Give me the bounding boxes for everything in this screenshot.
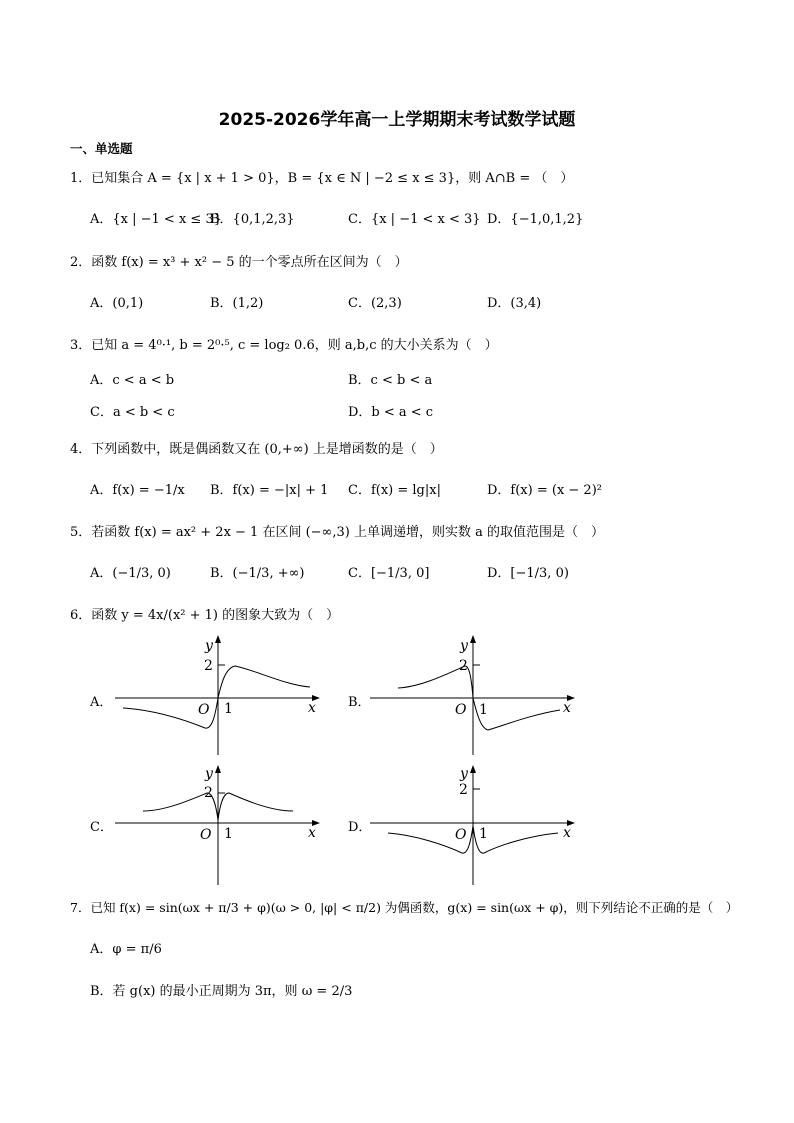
graph-b-y-label: y bbox=[460, 638, 468, 654]
q5-option-c: C．[−1/3, 0] bbox=[348, 566, 430, 581]
graph-a-x-label: x bbox=[308, 700, 316, 716]
q1-option-c: C．{x | −1 < x < 3} bbox=[348, 212, 481, 227]
graph-a-tick-1: 1 bbox=[224, 701, 233, 717]
question-2-stem: 2．函数 f(x) = x³ + x² − 5 的一个零点所在区间为（ ） bbox=[70, 255, 408, 270]
question-4-stem: 4．下列函数中，既是偶函数又在 (0,+∞) 上是增函数的是（ ） bbox=[70, 442, 443, 457]
q1-option-d: D．{−1,0,1,2} bbox=[487, 212, 584, 227]
q2-option-c: C．(2,3) bbox=[348, 296, 402, 311]
section-heading: 一、单选题 bbox=[70, 141, 133, 156]
graph-c-tick-2: 2 bbox=[204, 785, 213, 801]
page-title: 2025-2026学年高一上学期期末考试数学试题 bbox=[218, 110, 576, 130]
graph-b-tick-2: 2 bbox=[459, 658, 468, 674]
q4-option-a: A．f(x) = −1/x bbox=[90, 483, 185, 498]
q6-option-d: D． bbox=[348, 820, 372, 835]
question-5-stem: 5．若函数 f(x) = ax² + 2x − 1 在区间 (−∞,3) 上单调递增，则实数 a 的取值范围是（ ） bbox=[70, 525, 605, 540]
q6-option-c: C． bbox=[90, 820, 113, 835]
graph-c-tick-1: 1 bbox=[224, 826, 233, 842]
graph-b bbox=[370, 630, 580, 760]
question-6-stem: 6．函数 y = 4x/(x² + 1) 的图象大致为（ ） bbox=[70, 608, 340, 623]
graph-b-tick-1: 1 bbox=[479, 702, 488, 718]
question-1-stem: 1．已知集合 A = {x | x + 1 > 0}，B = {x ∈ N | −2 ≤ x ≤ 3}，则 A∩B = （ ） bbox=[70, 171, 574, 186]
q2-option-a: A．(0,1) bbox=[90, 296, 144, 311]
q1-option-b: B．{0,1,2,3} bbox=[210, 212, 295, 227]
graph-b-x-label: x bbox=[563, 700, 571, 716]
graph-a-tick-2: 2 bbox=[204, 658, 213, 674]
question-7-stem: 7．已知 f(x) = sin(ωx + π/3 + φ)(ω > 0, |φ| < π/2) 为偶函数，g(x) = sin(ωx + φ)，则下列结论不正确的是（ ） bbox=[70, 900, 739, 915]
graph-d-tick-1: 1 bbox=[479, 826, 488, 842]
graph-c-x-label: x bbox=[308, 825, 316, 841]
graph-a-origin-label: O bbox=[198, 702, 210, 718]
q7-option-b: B．若 g(x) 的最小正周期为 3π，则 ω = 2/3 bbox=[90, 984, 353, 999]
q4-option-c: C．f(x) = lg|x| bbox=[348, 483, 441, 498]
graph-d-origin-label: O bbox=[455, 827, 467, 843]
q3-option-a: A．c < a < b bbox=[90, 373, 175, 388]
graph-c-origin-label: O bbox=[200, 827, 212, 843]
q3-option-c: C．a < b < c bbox=[90, 405, 175, 420]
graph-d-tick-2: 2 bbox=[459, 782, 468, 798]
graph-c bbox=[115, 760, 325, 890]
graph-a bbox=[115, 630, 325, 760]
graph-b-origin-label: O bbox=[455, 702, 467, 718]
q4-option-b: B．f(x) = −|x| + 1 bbox=[210, 483, 329, 498]
q5-option-d: D．[−1/3, 0) bbox=[487, 566, 569, 581]
q5-option-a: A．(−1/3, 0) bbox=[90, 566, 171, 581]
q3-option-d: D．b < a < c bbox=[348, 405, 434, 420]
q6-option-b: B． bbox=[348, 695, 371, 710]
q6-option-a: A． bbox=[90, 695, 113, 710]
graph-d-x-label: x bbox=[563, 825, 571, 841]
q3-option-b: B．c < b < a bbox=[348, 373, 433, 388]
graph-d bbox=[370, 760, 580, 890]
q1-option-a: A．{x | −1 < x ≤ 3} bbox=[90, 212, 222, 227]
graph-d-y-label: y bbox=[460, 766, 468, 782]
q2-option-d: D．(3,4) bbox=[487, 296, 542, 311]
q4-option-d: D．f(x) = (x − 2)² bbox=[487, 483, 602, 498]
q5-option-b: B．(−1/3, +∞) bbox=[210, 566, 305, 581]
question-3-stem: 3．已知 a = 4⁰·¹, b = 2⁰·⁵, c = log₂ 0.6，则 a,b,c 的大小关系为（ ） bbox=[70, 338, 498, 353]
q7-option-a: A．φ = π/6 bbox=[90, 942, 162, 957]
graph-a-y-label: y bbox=[205, 638, 213, 654]
q2-option-b: B．(1,2) bbox=[210, 296, 264, 311]
graph-c-y-label: y bbox=[205, 766, 213, 782]
